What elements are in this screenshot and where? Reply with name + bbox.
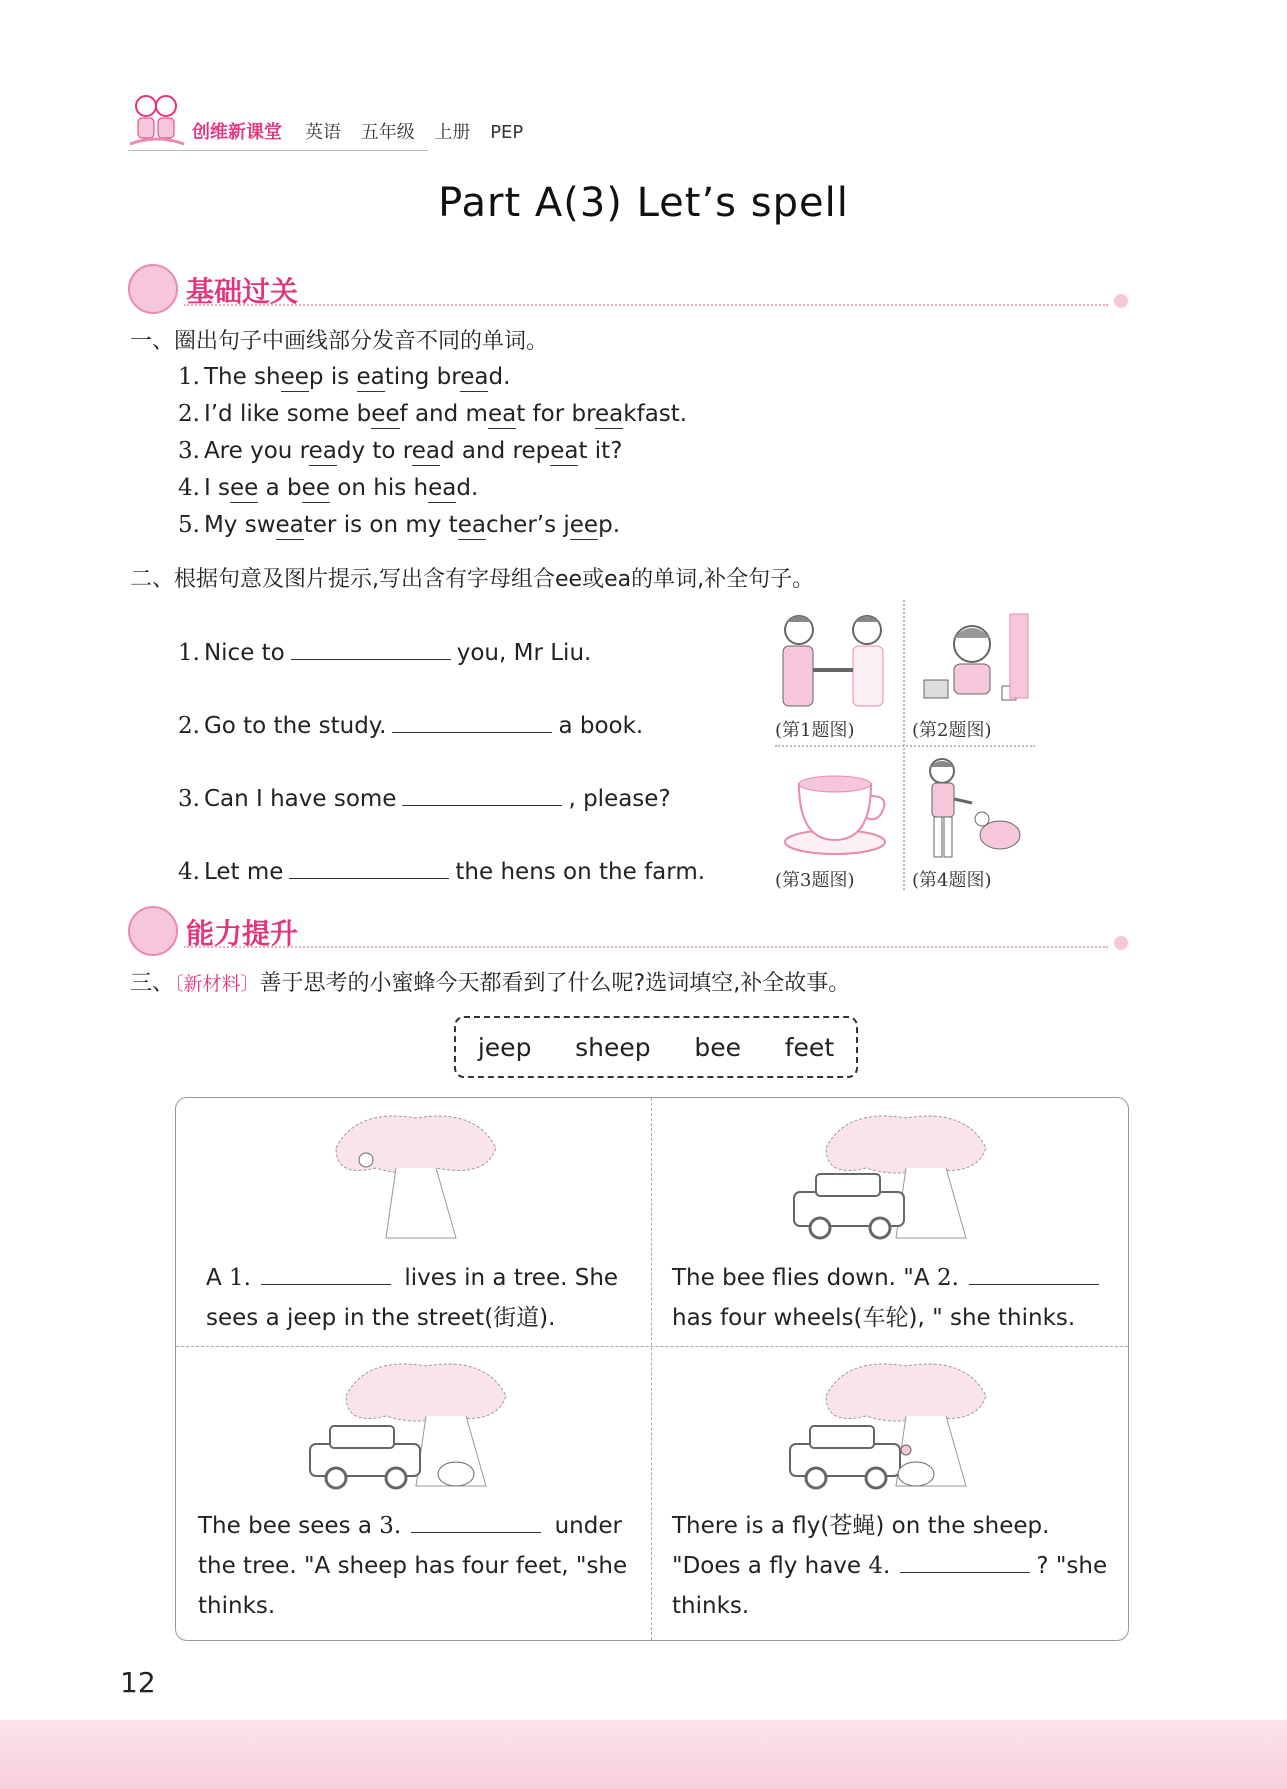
underlined-letters[interactable]: ea — [428, 475, 457, 501]
q2-item-4: 4. Let me the hens on the farm. — [178, 859, 706, 885]
word-bank-item: sheep — [575, 1032, 651, 1062]
handshake-picture-icon — [773, 608, 903, 726]
sentence-text: ting br — [384, 364, 461, 390]
underlined-letters[interactable]: ee — [230, 475, 259, 501]
dotted-divider — [184, 304, 1108, 306]
picture-caption: (第2题图) — [912, 720, 992, 741]
sentence-text: ter is on my t — [303, 512, 458, 538]
sentence-text: f and m — [399, 401, 488, 427]
sentence-text: d and rep — [440, 438, 551, 464]
underlined-letters[interactable]: ea — [550, 438, 579, 464]
subject: 英语 — [305, 122, 341, 143]
answer-blank[interactable] — [289, 877, 449, 879]
dotted-divider — [184, 946, 1108, 948]
question-2-heading: 二、根据句意及图片提示,写出含有字母组合ee或ea的单词,补全句子。 — [130, 567, 815, 592]
cartoon-avatar-icon — [128, 906, 178, 956]
picture-caption: (第3题图) — [775, 870, 855, 891]
story-panel-2: The bee flies down. "A 2. has four wheels(车轮), " she thinks. — [672, 1258, 1122, 1338]
underlined-letters[interactable]: ee — [371, 401, 400, 427]
grade: 五年级 — [360, 122, 415, 143]
boy-feeding-hen-picture-icon — [910, 755, 1040, 873]
tree-with-bee-picture-icon — [316, 1108, 516, 1248]
word-bank — [454, 1016, 858, 1078]
underlined-letters[interactable]: ea — [487, 401, 517, 427]
page-number: 12 — [120, 1666, 156, 1699]
tree-jeep-sheep-picture-icon — [306, 1356, 526, 1498]
q1-item: 1. The sheep is eating bread. — [178, 364, 511, 390]
story-panel-1: A 1. lives in a tree. She sees a jeep in the street(街道). — [206, 1265, 619, 1331]
book-info — [305, 118, 537, 144]
grid-divider — [775, 745, 1035, 747]
new-material-tag: 〔新材料〕 — [174, 973, 260, 995]
q1-item: 4. I see a bee on his head. — [178, 475, 479, 501]
volume: 上册 — [434, 122, 471, 143]
story-panel-4: There is a fly(苍蝇) on the sheep. "Does a fly have 4. ? "she thinks. — [672, 1513, 1108, 1619]
picture-caption: (第1题图) — [775, 720, 855, 741]
underlined-letters[interactable]: ea — [356, 364, 385, 390]
word-bank-item: feet — [784, 1032, 835, 1062]
header-divider — [128, 150, 428, 151]
dot-ornament-icon — [1114, 294, 1128, 308]
underlined-letters[interactable]: ee — [280, 364, 309, 390]
edition: PEP — [490, 122, 524, 143]
sentence-text: p. — [598, 512, 621, 538]
section-title: 能力提升 — [186, 917, 299, 950]
q1-item: 5. My sweater is on my teacher’s jeep. — [178, 512, 621, 538]
question-3-heading: 三、〔新材料〕善于思考的小蜜蜂今天都看到了什么呢?选词填空,补全故事。 — [130, 971, 851, 996]
word-bank-item: jeep — [477, 1032, 532, 1062]
underlined-letters[interactable]: ea — [308, 438, 337, 464]
boy-reading-picture-icon — [910, 608, 1040, 726]
answer-blank[interactable] — [900, 1571, 1030, 1573]
underlined-letters[interactable]: ea — [411, 438, 440, 464]
question-1-list — [178, 364, 687, 549]
underlined-letters[interactable]: ea — [275, 512, 304, 538]
sentence-text: Are you r — [203, 438, 309, 464]
sentence-text: t it? — [578, 438, 623, 464]
page-title: Part A(3) Let’s spell — [438, 180, 849, 226]
answer-blank[interactable] — [261, 1283, 391, 1285]
sentence-text: a b — [258, 475, 302, 501]
section-banner-advanced — [128, 906, 1128, 956]
section-banner-basic — [128, 264, 1128, 314]
underlined-letters[interactable]: ea — [595, 401, 624, 427]
sentence-text: I’d like some b — [203, 401, 372, 427]
tree-with-jeep-picture-icon — [786, 1108, 996, 1248]
question-1-heading: 一、圈出句子中画线部分发音不同的单词。 — [130, 329, 549, 354]
q1-item: 3. Are you ready to read and repeat it? — [178, 438, 623, 464]
sentence-text: I s — [203, 475, 231, 501]
sentence-text: cher’s j — [485, 512, 570, 538]
answer-blank[interactable] — [411, 1531, 541, 1533]
underlined-letters[interactable]: ee — [569, 512, 599, 538]
dot-ornament-icon — [1114, 936, 1128, 950]
underlined-letters[interactable]: ee — [301, 475, 330, 501]
cartoon-avatar-icon — [128, 264, 178, 314]
footer-band — [0, 1720, 1287, 1789]
story-panel-3: The bee sees a 3. under the tree. "A sheep has four feet, "she thinks. — [198, 1513, 628, 1619]
series-name: 创维新课堂 — [192, 122, 282, 143]
picture-caption: (第4题图) — [912, 870, 992, 891]
answer-blank[interactable] — [402, 804, 562, 806]
q2-item-3: 3. Can I have some , please? — [178, 786, 671, 812]
q2-item-1: 1. Nice to you, Mr Liu. — [178, 640, 592, 666]
sentence-text: kfast. — [623, 401, 688, 427]
panel-divider — [651, 1098, 652, 1640]
kids-logo-icon — [126, 88, 188, 150]
sentence-text: dy to r — [336, 438, 412, 464]
sentence-text: My sw — [203, 512, 276, 538]
section-title: 基础过关 — [186, 275, 299, 308]
story-panels — [175, 1097, 1129, 1641]
sentence-text: The sh — [203, 364, 281, 390]
sentence-text: p is — [308, 364, 357, 390]
sentence-text: d. — [488, 364, 511, 390]
panel-divider — [176, 1346, 1128, 1347]
q2-item-2: 2. Go to the study. a book. — [178, 713, 644, 739]
sentence-text: on his h — [329, 475, 429, 501]
tree-jeep-sheep-fly-picture-icon — [786, 1356, 1006, 1498]
teacup-picture-icon — [773, 762, 903, 880]
answer-blank[interactable] — [969, 1283, 1099, 1285]
underlined-letters[interactable]: ea — [460, 364, 489, 390]
answer-blank[interactable] — [392, 731, 552, 733]
q1-item: 2. I’d like some beef and meat for breakfast. — [178, 401, 688, 427]
sentence-text: t for br — [516, 401, 596, 427]
sentence-text: d. — [456, 475, 479, 501]
underlined-letters[interactable]: ea — [457, 512, 486, 538]
word-bank-item: bee — [694, 1032, 742, 1062]
answer-blank[interactable] — [291, 658, 451, 660]
